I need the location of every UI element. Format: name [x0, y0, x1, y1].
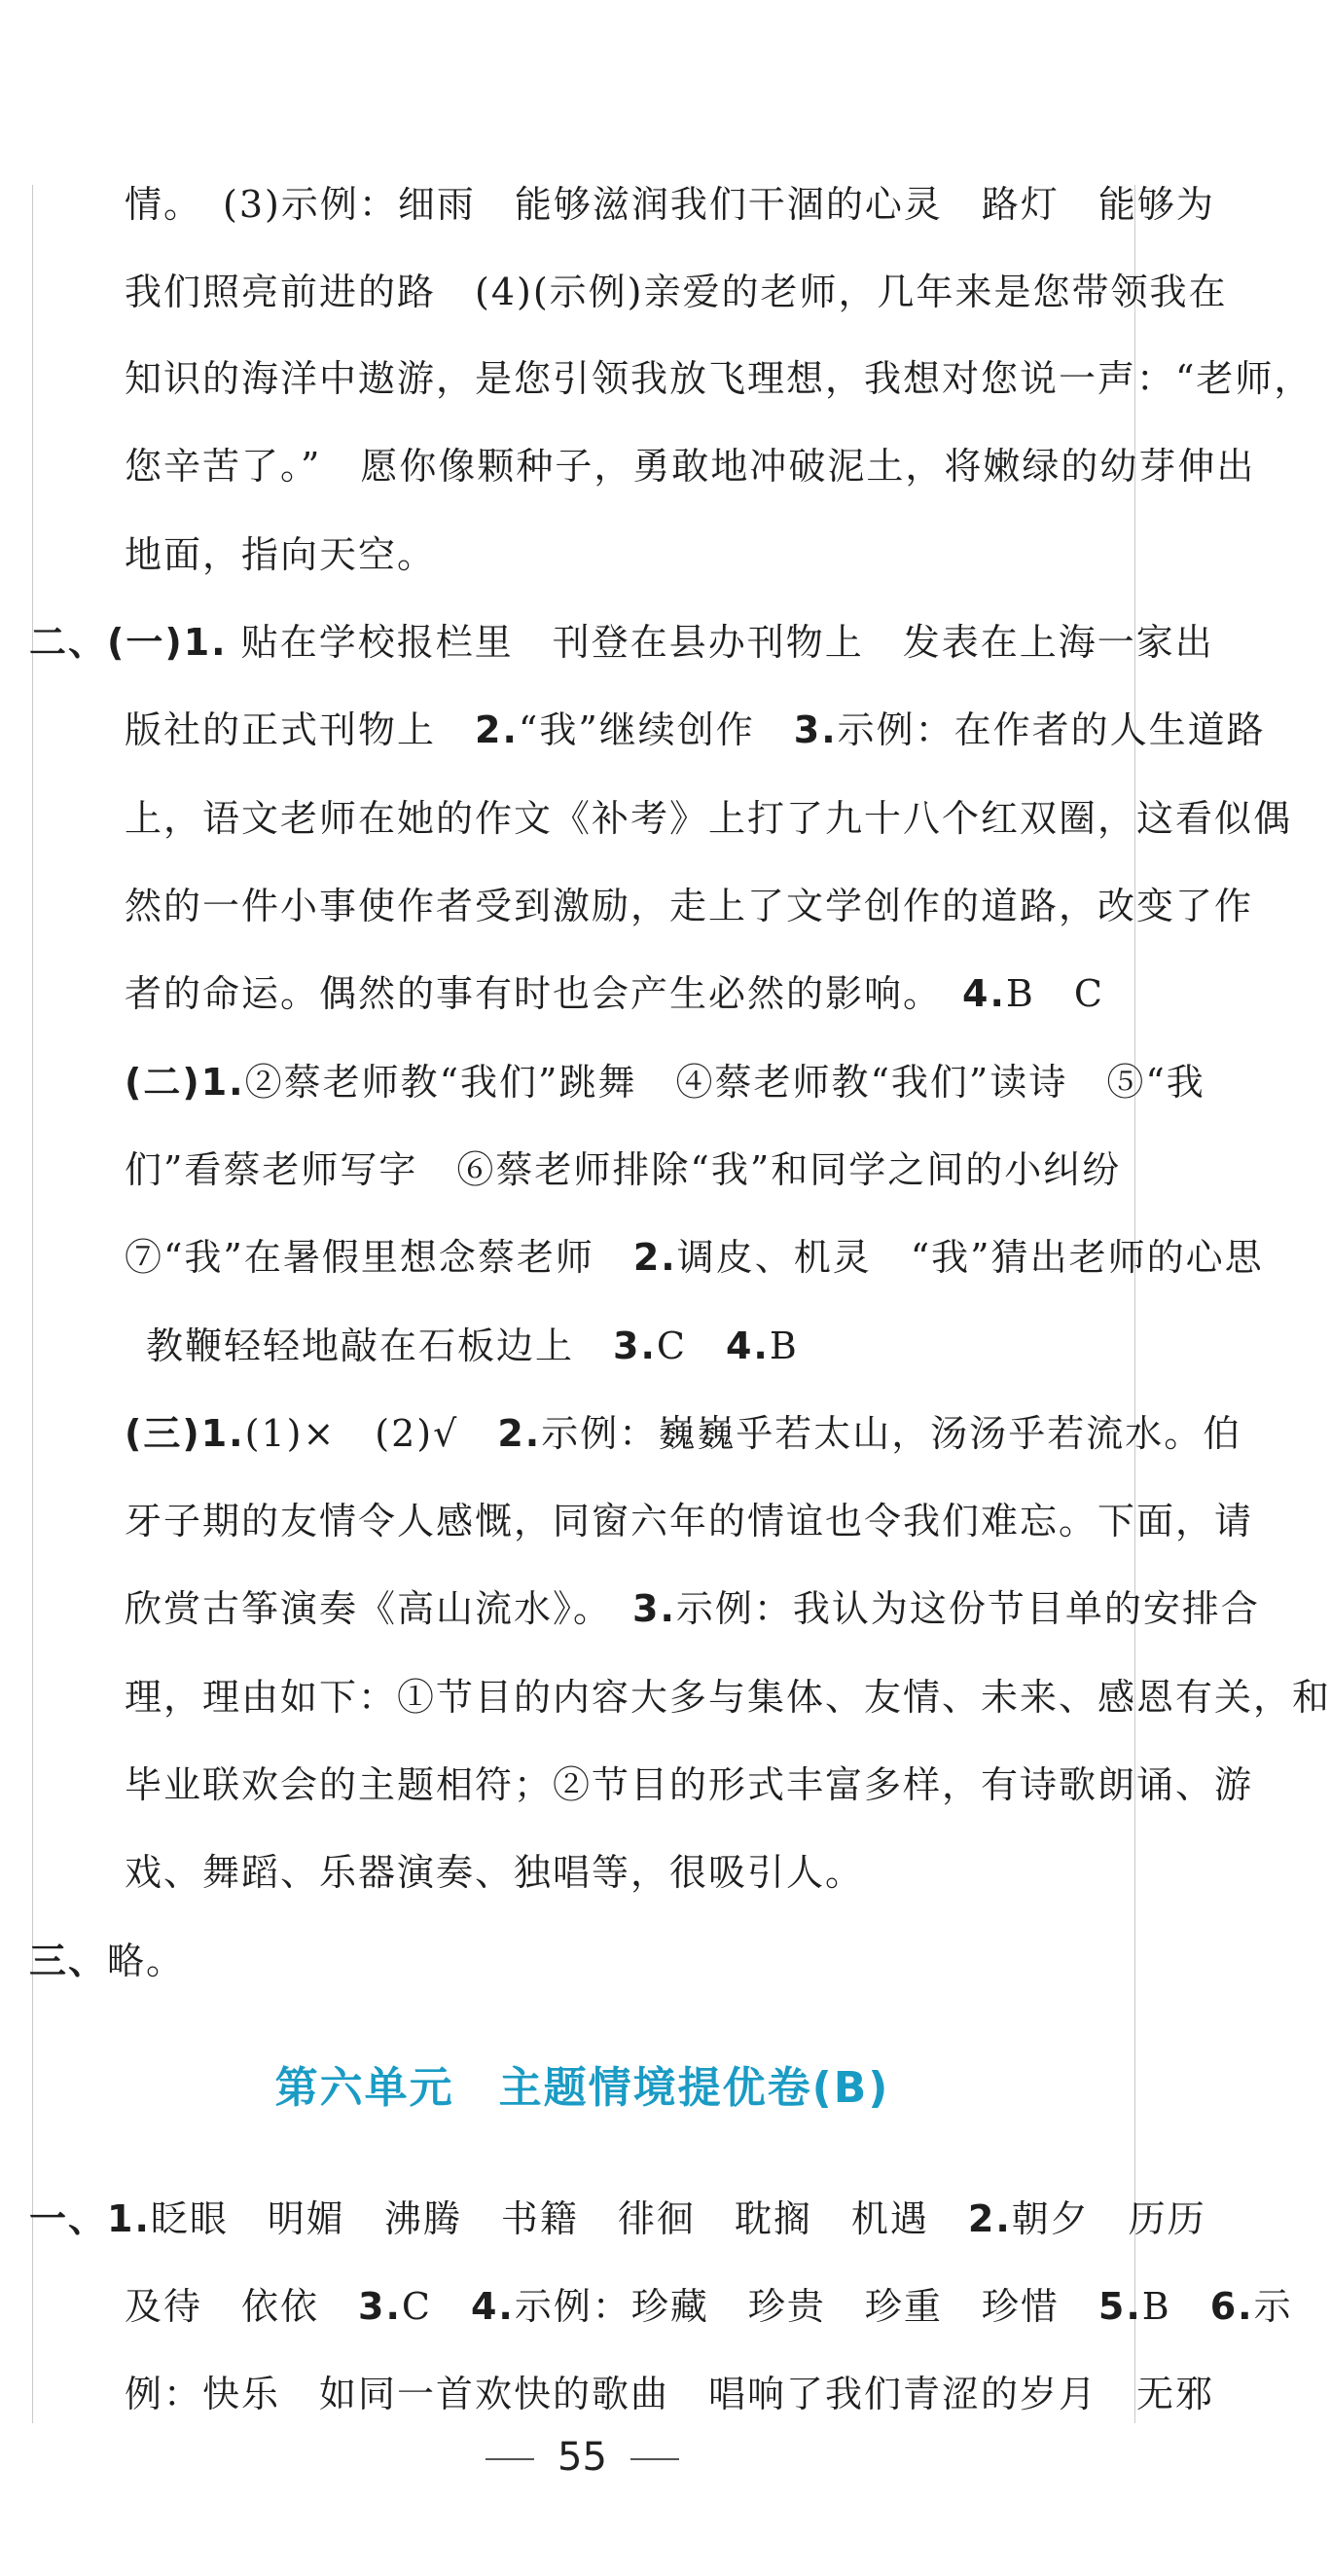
answer-text: 欣赏古筝演奏《高山流水》。: [125, 1587, 633, 1630]
answer-text: ②蔡老师教“我们”跳舞 ④蔡老师教“我们”读诗 ⑤“我: [244, 1061, 1205, 1104]
answer-line: [125, 969, 1104, 1018]
answer-text: 我们照亮前进的路 (4)(示例)亲爱的老师，几年来是您带领我在: [125, 271, 1228, 313]
page-number: 55: [558, 2435, 607, 2480]
footer-dash-right: [630, 2458, 679, 2460]
answer-text: 示例：我认为这份节目单的安排合: [675, 1587, 1260, 1630]
answer-text: C: [401, 2285, 471, 2328]
question-number: 5.: [1097, 2285, 1142, 2328]
answer-text: 然的一件小事使作者受到激励，走上了文学创作的道路，改变了作: [125, 885, 1254, 927]
answer-text: 牙子期的友情令人感慨，同窗六年的情谊也令我们难忘。下面，请: [125, 1500, 1254, 1542]
answer-line: [125, 1145, 1121, 1194]
answer-text: 示例：巍巍乎若太山，汤汤乎若流水。伯: [541, 1412, 1242, 1455]
answer-line: [125, 1233, 1264, 1282]
answer-text: ⑦“我”在暑假里想念蔡老师: [125, 1236, 633, 1279]
answer-line: [125, 1058, 1205, 1107]
answer-text: 版社的正式刊物上: [125, 708, 476, 751]
answer-text: 例：快乐 如同一首欢快的歌曲 唱响了我们青涩的岁月 无邪: [125, 2373, 1215, 2415]
answer-text: (1)× (2)√: [244, 1412, 498, 1455]
question-number: 4.: [470, 2285, 515, 2328]
answer-line: [29, 1937, 185, 1985]
answer-line: [29, 618, 1214, 667]
answer-line: [29, 2195, 1206, 2243]
answer-line: [125, 268, 1227, 316]
answer-text: 地面，指向天空。: [125, 533, 437, 576]
answer-line: [125, 2370, 1214, 2418]
question-number: (三)1.: [125, 1412, 245, 1455]
answer-text: 朝夕 历历: [1011, 2197, 1206, 2240]
answer-text: 理，理由如下：①节目的内容大多与集体、友情、未来、感恩有关，和: [125, 1676, 1331, 1719]
answer-line: [146, 1322, 799, 1370]
answer-text: 毕业联欢会的主题相符；②节目的形式丰富多样，有诗歌朗诵、游: [125, 1763, 1254, 1806]
answer-text: C: [656, 1324, 726, 1367]
question-number: 2.: [475, 708, 519, 751]
answer-text: 示例：珍藏 珍贵 珍重 珍惜: [514, 2285, 1098, 2328]
answer-text: 贴在学校报栏里 刊登在县办刊物上 发表在上海一家出: [227, 621, 1214, 664]
answer-line: [125, 442, 1255, 490]
unit-title: 第六单元 主题情境提优卷(B): [274, 2063, 890, 2113]
answer-line: [125, 530, 436, 579]
answer-text: 知识的海洋中遨游，是您引领我放飞理想，我想对您说一声：“老师，: [125, 357, 1313, 400]
answer-line: [125, 1848, 864, 1897]
question-number: 3.: [632, 1587, 676, 1630]
answer-text: B: [769, 1324, 799, 1367]
answer-text: 者的命运。偶然的事有时也会产生必然的影响。: [125, 972, 963, 1015]
page-footer: [0, 2433, 1165, 2482]
answer-text: 及待 依依: [125, 2285, 359, 2328]
answer-text: 调皮、机灵 “我”猜出老师的心思: [676, 1236, 1264, 1279]
question-number: 3.: [793, 708, 838, 751]
answer-text: B C: [1005, 972, 1104, 1015]
question-number: 2.: [967, 2197, 1012, 2240]
answer-line: [125, 706, 1266, 754]
answer-line: [125, 1584, 1260, 1633]
question-number: 3.: [613, 1324, 657, 1367]
question-number: 三、: [29, 1940, 108, 1982]
answer-text: 您辛苦了。” 愿你像颗种子，勇敢地冲破泥土，将嫩绿的幼芽伸出: [125, 445, 1256, 488]
answer-text: 们”看蔡老师写字 ⑥蔡老师排除“我”和同学之间的小纠纷: [125, 1148, 1122, 1191]
answer-line: [125, 354, 1313, 403]
answer-text: “我”继续创作: [518, 708, 794, 751]
answer-text: 示: [1253, 2285, 1293, 2328]
question-number: 2.: [497, 1412, 542, 1455]
question-number: (二)1.: [125, 1061, 245, 1104]
question-number: 4.: [725, 1324, 770, 1367]
answer-text: 戏、舞蹈、乐器演奏、独唱等，很吸引人。: [125, 1851, 865, 1894]
answer-text: 示例：在作者的人生道路: [837, 708, 1266, 751]
question-number: 二、(一)1.: [29, 621, 228, 664]
answer-line: [125, 1673, 1331, 1722]
answer-text: 眨眼 明媚 沸腾 书籍 徘徊 耽搁 机遇: [150, 2197, 968, 2240]
footer-dash-left: [486, 2458, 534, 2460]
answer-line: [125, 794, 1292, 843]
answer-text: 情。 (3)示例：细雨 能够滋润我们干涸的心灵 路灯 能够为: [125, 183, 1215, 226]
answer-text: 略。: [107, 1940, 186, 1982]
question-number: 3.: [358, 2285, 402, 2328]
answer-text: 上，语文老师在她的作文《补考》上打了九十八个红双圈，这看似偶: [125, 797, 1293, 840]
question-number: 一、1.: [29, 2197, 151, 2240]
answer-line: [125, 1497, 1253, 1545]
answer-text: B: [1141, 2285, 1210, 2328]
answer-text: 教鞭轻轻地敲在石板边上: [146, 1324, 614, 1367]
answer-line: [125, 2282, 1293, 2331]
answer-line: [125, 1760, 1253, 1809]
question-number: 2.: [632, 1236, 677, 1279]
question-number: 4.: [962, 972, 1006, 1015]
answer-line: [125, 180, 1215, 229]
answer-line: [125, 882, 1253, 930]
question-number: 6.: [1209, 2285, 1254, 2328]
answer-line: [125, 1409, 1241, 1458]
